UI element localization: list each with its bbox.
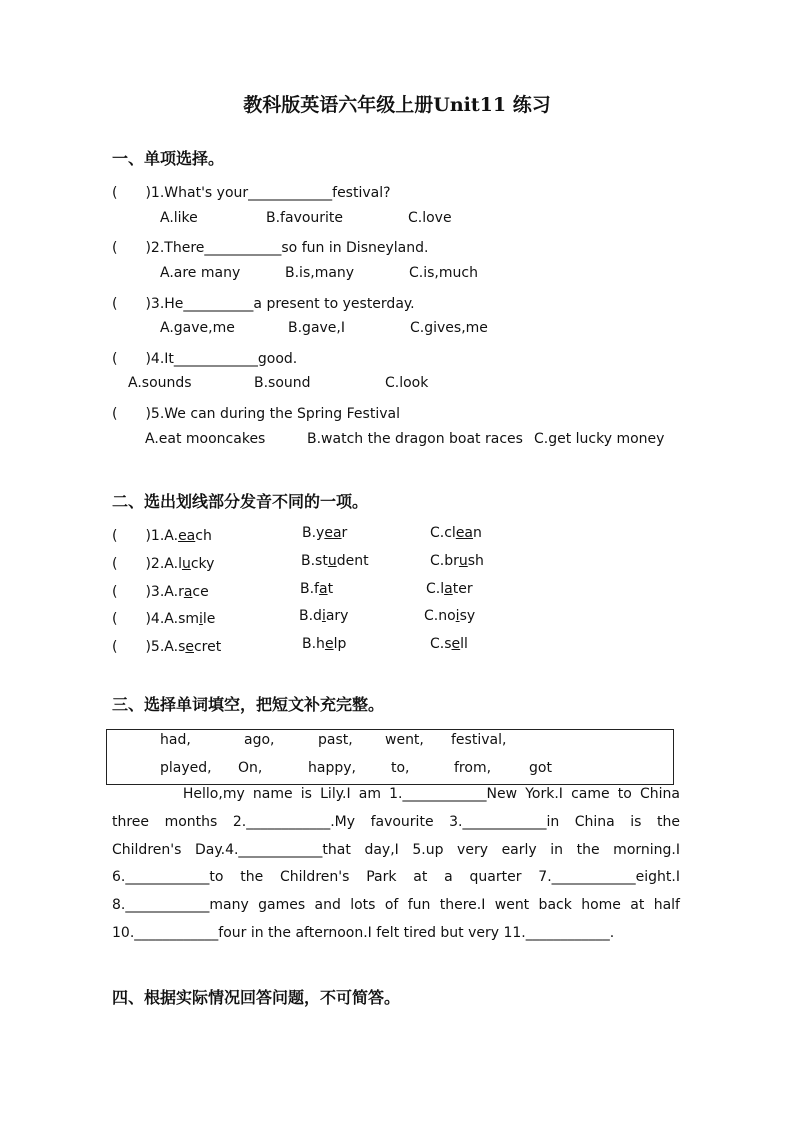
word-bank-word: happy, [308, 760, 356, 776]
word-bank-word: had, [160, 732, 191, 748]
s1-q3-c: C.gives,me [410, 320, 488, 336]
s2-item1: ( )1.A.each [112, 528, 212, 544]
s2-item2-c: C.brush [430, 553, 484, 569]
passage-line: 6.____________to the Children's Park at a quarter 7.____________eight.I [112, 869, 680, 886]
s2-item2-b: B.student [301, 553, 369, 569]
s1-q4-c: C.look [385, 375, 429, 391]
s1-q4-a: A.sounds [128, 375, 192, 391]
s1-q2-a: A.are many [160, 265, 241, 281]
word-bank-word: went, [385, 732, 424, 748]
s2-item5-c: C.sell [430, 636, 468, 652]
cloze-passage [112, 781, 680, 948]
word-bank-word: ago, [244, 732, 275, 748]
s1-q4: ( )4.It____________good. [112, 351, 298, 367]
word-bank-word: past, [318, 732, 353, 748]
s2-item3-c: C.later [426, 581, 473, 597]
section2-heading: 二、选出划线部分发音不同的一项。 [112, 492, 369, 511]
word-bank-word: to, [391, 760, 410, 776]
s1-q3-a: A.gave,me [160, 320, 235, 336]
s2-item2: ( )2.A.lucky [112, 556, 215, 572]
s2-item4-c: C.noisy [424, 608, 476, 624]
s1-q5: ( )5.We can during the Spring Festival [112, 406, 400, 422]
section3-heading: 三、选择单词填空，把短文补充完整。 [112, 695, 385, 714]
s1-q5-c: C.get lucky money [534, 431, 665, 447]
s1-q2-b: B.is,many [285, 265, 355, 281]
s1-q4-b: B.sound [254, 375, 311, 391]
s2-item1-c: C.clean [430, 525, 482, 541]
s1-q1-b: B.favourite [266, 210, 344, 226]
word-bank-word: festival, [451, 732, 507, 748]
passage-line: Hello,my name is Lily.I am 1.____________New York.I came to China [112, 786, 680, 802]
word-bank-word: On, [238, 760, 263, 776]
s1-q3-b: B.gave,I [288, 320, 345, 336]
s2-item4: ( )4.A.smile [112, 611, 216, 627]
s2-item3: ( )3.A.race [112, 584, 209, 600]
s1-q2: ( )2.There___________so fun in Disneyland. [112, 240, 429, 256]
word-bank-word: from, [454, 760, 492, 776]
word-bank-word: played, [160, 760, 212, 776]
page-title: 教科版英语六年级上册Unit11 练习 [243, 94, 551, 116]
s1-q1: ( )1.What's your____________festival? [112, 185, 391, 201]
s1-q5-b: B.watch the dragon boat races [307, 431, 523, 447]
s1-q2-c: C.is,much [409, 265, 478, 281]
passage-line: 10.____________four in the afternoon.I felt tired but very 11.____________. [112, 924, 615, 941]
passage-line: three months 2.____________.My favourite 3.____________in China is the [112, 813, 680, 830]
s2-item1-b: B.year [302, 525, 348, 541]
s1-q5-a: A.eat mooncakes [145, 431, 266, 447]
passage-line: Children's Day.4.____________that day,I 5.up very early in the morning.I [112, 841, 680, 858]
s2-item5-b: B.help [302, 636, 347, 652]
s2-item3-b: B.fat [300, 581, 334, 597]
s1-q3: ( )3.He__________a present to yesterday. [112, 296, 415, 312]
section1-heading: 一、单项选择。 [112, 149, 225, 168]
s2-item5: ( )5.A.secret [112, 639, 222, 655]
s2-item4-b: B.diary [299, 608, 349, 624]
section4-heading: 四、根据实际情况回答问题，不可简答。 [112, 988, 401, 1007]
s1-q1-a: A.like [160, 210, 198, 226]
passage-line: 8.____________many games and lots of fun there.I went back home at half [112, 897, 680, 914]
s1-q1-c: C.love [408, 210, 452, 226]
word-bank-word: got [529, 760, 552, 776]
